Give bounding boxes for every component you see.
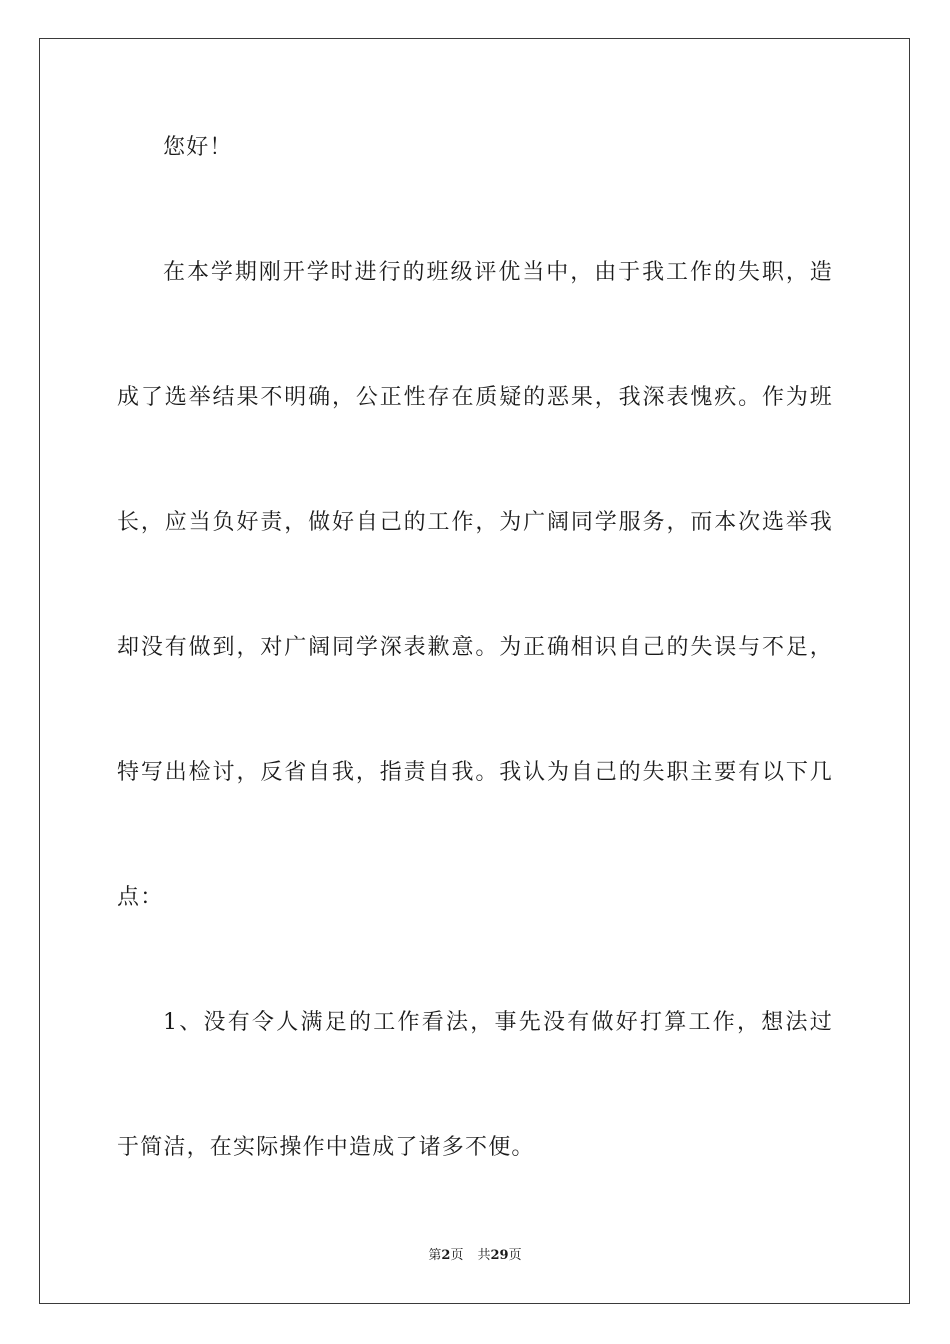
- body-line-5: 特写出检讨，反省自我，指责自我。我认为自己的失职主要有以下几: [117, 760, 833, 785]
- body-line-2: 成了选举结果不明确，公正性存在质疑的恶果，我深表愧疚。作为班: [117, 385, 833, 410]
- page-border: [39, 38, 910, 1304]
- total-prefix: 共: [477, 1248, 491, 1263]
- total-pages: 29: [490, 1248, 509, 1263]
- body-line-1: 在本学期刚开学时进行的班级评优当中，由于我工作的失职，造: [163, 260, 833, 285]
- page-suffix: 页: [450, 1248, 464, 1263]
- total-suffix: 页: [508, 1248, 522, 1263]
- greeting-line: 您好！: [163, 135, 233, 160]
- page-footer: [0, 1246, 950, 1266]
- body-line-3: 长，应当负好责，做好自己的工作，为广阔同学服务，而本次选举我: [117, 510, 833, 535]
- page-number: 2: [441, 1248, 451, 1263]
- body-line-4: 却没有做到，对广阔同学深表歉意。为正确相识自己的失误与不足，: [117, 635, 833, 660]
- list-item-1-line-1: 1、没有令人满足的工作看法，事先没有做好打算工作，想法过: [163, 1010, 833, 1035]
- body-line-6: 点：: [117, 885, 164, 910]
- page-prefix: 第: [428, 1248, 442, 1263]
- list-item-1-line-2: 于简洁，在实际操作中造成了诸多不便。: [117, 1135, 535, 1160]
